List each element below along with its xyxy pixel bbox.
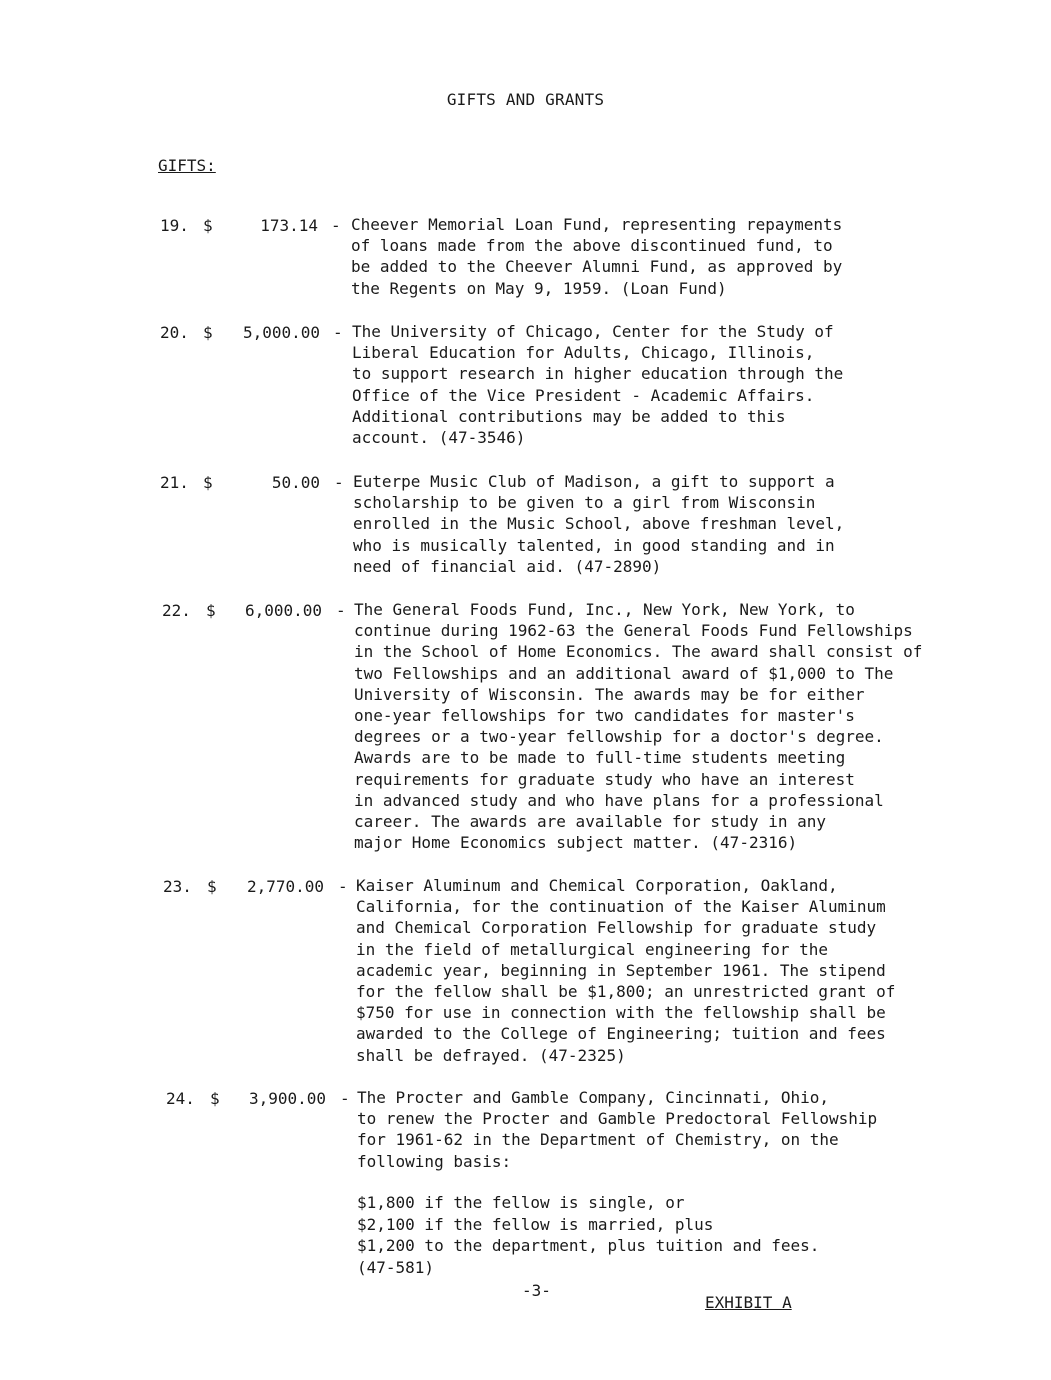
entry-amount: 50.00	[271, 473, 320, 492]
entry-number: 24.	[166, 1089, 195, 1108]
description-line: and Chemical Corporation Fellowship for graduate study	[356, 918, 877, 938]
description-line: one-year fellowships for two candidates for master's	[354, 706, 855, 726]
page-number: -3-	[522, 1281, 551, 1300]
entry-dash: -	[340, 1089, 350, 1108]
entry-dash: -	[334, 473, 344, 492]
entry-currency: $	[203, 323, 213, 342]
entry-description	[352, 321, 843, 448]
description-line: major Home Economics subject matter. (47-2316)	[354, 833, 798, 853]
description-line: in the School of Home Economics. The award shall consist of	[354, 642, 923, 662]
description-line: awarded to the College of Engineering; tuition and fees	[356, 1024, 886, 1044]
description-line: following basis:	[357, 1151, 512, 1171]
description-line: account. (47-3546)	[352, 428, 526, 448]
entry-number: 22.	[162, 601, 191, 620]
fellowship-basis-list	[357, 1192, 819, 1278]
entry-amount: 3,900.00	[248, 1089, 326, 1108]
description-line: University of Wisconsin. The awards may be for either	[354, 684, 865, 704]
entry-description	[356, 875, 895, 1066]
description-line: to support research in higher education through the	[352, 364, 844, 384]
entry-description	[353, 471, 844, 577]
description-line: who is musically talented, in good standing and in	[353, 535, 835, 555]
description-line: be added to the Cheever Alumni Fund, as approved by	[351, 257, 843, 277]
description-line: The University of Chicago, Center for the Study of	[352, 322, 834, 341]
entry-dash: -	[338, 877, 348, 896]
entry-dash: -	[331, 216, 341, 235]
basis-line: (47-581)	[357, 1257, 435, 1277]
section-heading	[158, 156, 216, 175]
description-line: in the field of metallurgical engineering for the	[356, 939, 829, 959]
description-line: degrees or a two-year fellowship for a doctor's degree.	[354, 727, 884, 747]
description-line: The General Foods Fund, Inc., New York, New York, to	[354, 600, 855, 619]
description-line: shall be defrayed. (47-2325)	[356, 1045, 626, 1065]
description-line: for 1961-62 in the Department of Chemistry, on the	[357, 1130, 839, 1150]
entry-number: 19.	[160, 216, 189, 235]
description-line: enrolled in the Music School, above freshman level,	[353, 514, 845, 534]
entry-number: 20.	[160, 323, 189, 342]
description-line: scholarship to be given to a girl from Wisconsin	[353, 493, 816, 513]
entry-currency: $	[203, 473, 213, 492]
basis-line: $1,800 if the fellow is single, or	[357, 1193, 685, 1212]
exhibit-label: EXHIBIT A	[705, 1293, 792, 1312]
entry-amount: 173.14	[260, 216, 318, 235]
description-line: Cheever Memorial Loan Fund, representing repayments	[351, 215, 843, 234]
description-line: of loans made from the above discontinued fund, to	[351, 236, 833, 256]
entry-currency: $	[210, 1089, 220, 1108]
description-line: career. The awards are available for study in any	[354, 812, 827, 832]
entry-dash: -	[336, 601, 346, 620]
entry-dash: -	[333, 323, 343, 342]
entry-currency: $	[206, 601, 216, 620]
description-line: Additional contributions may be added to this	[352, 406, 786, 426]
entry-currency: $	[203, 216, 213, 235]
basis-line: $2,100 if the fellow is married, plus	[357, 1214, 714, 1234]
entry-number: 21.	[160, 473, 189, 492]
description-line: in advanced study and who have plans for a professional	[354, 790, 884, 810]
description-line: Kaiser Aluminum and Chemical Corporation, Oakland,	[356, 876, 838, 895]
entry-description	[354, 599, 922, 853]
description-line: Euterpe Music Club of Madison, a gift to support a	[353, 472, 835, 491]
description-line: two Fellowships and an additional award of $1,000 to The	[354, 663, 894, 683]
entry-amount: 2,770.00	[246, 877, 324, 896]
description-line: Awards are to be made to full-time students meeting	[354, 748, 846, 768]
entry-amount: 6,000.00	[244, 601, 322, 620]
entry-number: 23.	[163, 877, 192, 896]
description-line: California, for the continuation of the Kaiser Aluminum	[356, 897, 886, 917]
section-heading-label: GIFTS:	[158, 156, 216, 175]
basis-line: $1,200 to the department, plus tuition and fees.	[357, 1236, 820, 1255]
description-line: need of financial aid. (47-2890)	[353, 556, 662, 576]
entry-description	[357, 1087, 877, 1172]
description-line: Office of the Vice President - Academic Affairs.	[352, 385, 815, 405]
description-line: $750 for use in connection with the fellowship shall be	[356, 1003, 886, 1023]
page-title: GIFTS AND GRANTS	[446, 90, 605, 109]
description-line: academic year, beginning in September 1961. The stipend	[356, 960, 886, 980]
description-line: continue during 1962-63 the General Foods Fund Fellowships	[354, 621, 913, 641]
description-line: requirements for graduate study who have an interest	[354, 769, 855, 789]
description-line: for the fellow shall be $1,800; an unrestricted grant of	[356, 982, 896, 1002]
entry-currency: $	[207, 877, 217, 896]
entry-description	[351, 214, 842, 299]
entry-amount: 5,000.00	[242, 323, 320, 342]
description-line: The Procter and Gamble Company, Cincinnati, Ohio,	[357, 1088, 830, 1107]
description-line: Liberal Education for Adults, Chicago, Illinois,	[352, 343, 815, 363]
description-line: to renew the Procter and Gamble Predoctoral Fellowship	[357, 1109, 878, 1129]
description-line: the Regents on May 9, 1959. (Loan Fund)	[351, 278, 727, 298]
